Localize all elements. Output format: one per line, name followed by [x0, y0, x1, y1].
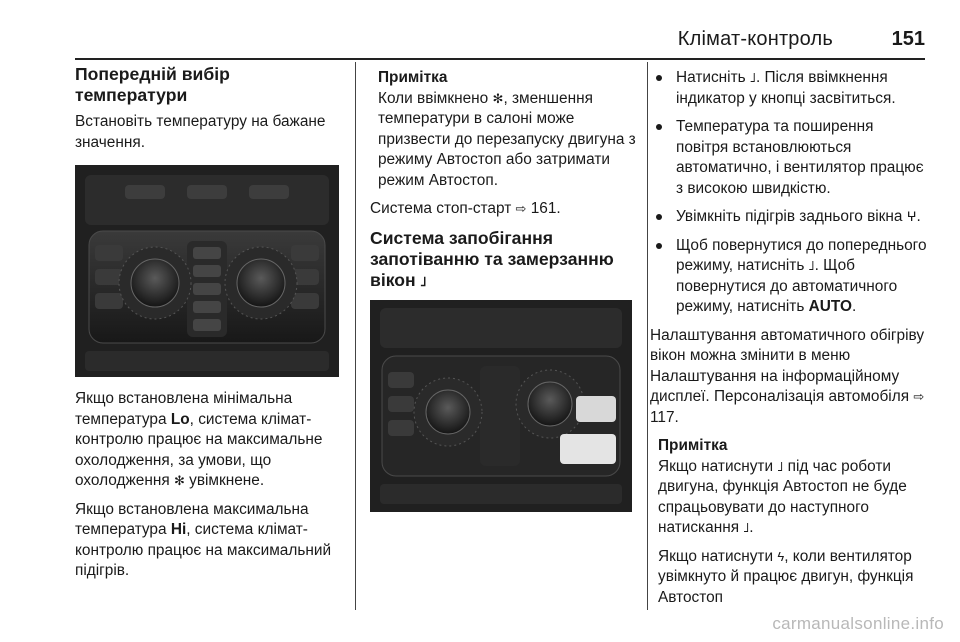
list-item: Увімкніть підігрів заднього вікна ⵖ. — [650, 207, 928, 228]
list-item: Щоб повернутися до попереднього режиму, натисніть ࡋ. Щоб повернутися до автоматичного режиму, натисніть AUTO. — [650, 236, 928, 318]
column-3 — [650, 68, 928, 616]
column-2 — [370, 68, 636, 524]
list-item: Натисніть ࡋ. Після ввімкнення індикатор у кнопці засвітиться. — [650, 68, 928, 109]
stop-start-reference: Система стоп-старт ⇨ 161. — [370, 200, 561, 217]
page-header — [75, 28, 925, 60]
section-heading-defrost: Система запобігання запотіванню та замерзанню вікон ࡋ — [370, 227, 614, 290]
column-divider — [647, 62, 648, 610]
section-heading-temperature: Попередній вибір температури — [75, 64, 230, 105]
column-1 — [75, 64, 343, 590]
climate-control-photo — [75, 165, 339, 377]
watermark: carmanualsonline.info — [772, 614, 944, 633]
rear-window-heat-icon: ⵖ — [906, 209, 917, 224]
arrow-icon: ⇨ — [913, 389, 925, 404]
windshield-defrost-icon: ࡋ — [743, 520, 750, 535]
note-autostop: Примітка Якщо натиснути ࡋ під час роботи двигуна, функція Автостоп не буде спрацьовувати до наступного натискання ࡋ. — [658, 437, 907, 536]
windshield-defrost-icon: ࡋ — [777, 458, 784, 474]
header-title: Клімат-контроль — [677, 28, 833, 50]
snowflake-icon: ✻ — [173, 473, 185, 488]
list-item: Температура та поширення повітря встановлюються автоматично, і вентилятор працює з високою швидкістю. — [650, 117, 928, 199]
snowflake-icon: ✻ — [492, 90, 504, 106]
intro-paragraph: Встановіть температуру на бажане значення. — [75, 113, 326, 151]
windshield-defrost-icon: ࡋ — [749, 70, 756, 85]
defrost-button-photo — [370, 300, 632, 512]
windshield-defrost-icon: ࡋ — [420, 273, 427, 289]
windshield-defrost-icon: ࡋ — [808, 258, 815, 273]
note-fan: Якщо натиснути ϟ, коли вентилятор увімкнуто й працює двигун, функція Автостоп — [658, 547, 914, 606]
arrow-icon: ⇨ — [515, 201, 527, 216]
column-divider — [355, 62, 356, 610]
note-snowflake: Примітка Коли ввімкнено ✻, зменшення температури в салоні може призвести до перезапуску двигуна з режиму Автостоп або затримати режим Автостоп. — [378, 69, 636, 189]
page-number: 151 — [891, 28, 925, 50]
fan-icon: ϟ — [777, 548, 785, 564]
paragraph-hi: Якщо встановлена максимальна температура Hi, система клімат-контролю працює на максимальний підігрів. — [75, 500, 332, 579]
paragraph-lo: Якщо встановлена мінімальна температура Lo, система клімат-контролю працює на максимальне охолодження, за умови, що охолодження ✻ увімкнене. — [75, 390, 323, 489]
settings-paragraph: Налаштування автоматичного обігріву вікон можна змінити в меню Налаштування на інформаційному дисплеї. Персоналізація автомобіля ⇨ 117. — [650, 326, 925, 426]
instruction-list — [650, 68, 928, 318]
